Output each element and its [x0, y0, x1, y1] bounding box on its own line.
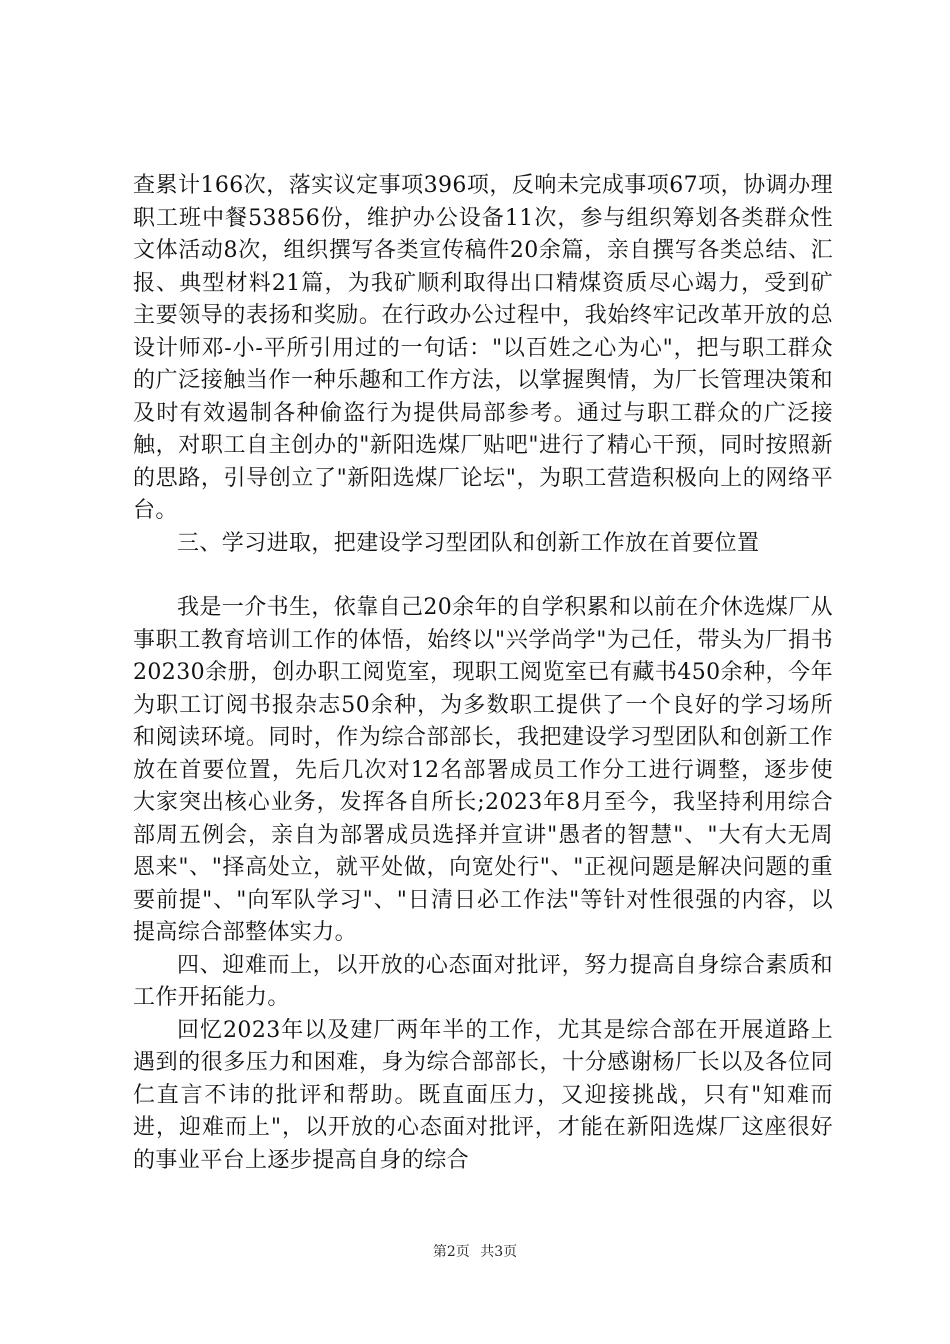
blank-line [133, 560, 833, 592]
page-number: 第2页 [432, 1244, 470, 1260]
document-body [133, 170, 833, 1177]
page-footer [0, 1241, 950, 1261]
section-heading-4: 四、迎难而上，以开放的心态面对批评，努力提高自身综合素质和工作开拓能力。 [133, 952, 833, 1010]
paragraph-continued: 查累计166次，落实议定事项396项，反响未完成事项67项，协调办理职工班中餐53856份，维护办公设备11次，参与组织筹划各类群众性文体活动8次，组织撰写各类宣传稿件20余篇，亲自撰写各类总结、汇报、典型材料21篇，为我矿顺利取得出口精煤资质尽心竭力，受到矿主要领导的表扬和奖励。在行政办公过程中，我始终牢记改革开放的总设计师邓-小-平所引用过的一句话："以百姓之心为心"，把与职工群众的广泛接触当作一种乐趣和工作方法，以掌握舆情，为厂长管理决策和及时有效遏制各种偷盗行为提供局部参考。通过与职工群众的广泛接触，对职工自主创办的"新阳选煤厂贴吧"进行了精心干预，同时按照新的思路，引导创立了"新阳选煤厂论坛"，为职工营造积极向上的网络平台。 [133, 173, 833, 523]
paragraph-review: 回忆2023年以及建厂两年半的工作，尤其是综合部在开展道路上遇到的很多压力和困难，身为综合部部长，十分感谢杨厂长以及各位同仁直言不讳的批评和帮助。既直面压力，又迎接挑战，只有"知难而进，迎难而上"，以开放的心态面对批评，才能在新阳选煤厂这座很好的事业平台上逐步提高自身的综合 [133, 1017, 833, 1173]
paragraph-self-study: 我是一介书生，依靠自己20余年的自学积累和以前在介休选煤厂从事职工教育培训工作的体悟，始终以"兴学尚学"为己任，带头为厂捐书20230余册，创办职工阅览室，现职工阅览室已有藏书450余种，今年为职工订阅书报杂志50余种，为多数职工提供了一个良好的学习场所和阅读环境。同时，作为综合部部长，我把建设学习型团队和创新工作放在首要位置，先后几次对12名部署成员工作分工进行调整，逐步使大家突出核心业务，发挥各自所长;2023年8月至今，我坚持利用综合部周五例会，亲自为部署成员选择并宣讲"愚者的智慧"、"大有大无周恩来"、"择高处立，就平处做，向宽处行"、"正视问题是解决问题的重要前提"、"向军队学习"、"日清日必工作法"等针对性很强的内容，以提高综合部整体实力。 [133, 595, 833, 945]
section-heading-3: 三、学习进取，把建设学习型团队和创新工作放在首要位置 [177, 530, 760, 556]
total-pages: 共3页 [480, 1244, 518, 1260]
